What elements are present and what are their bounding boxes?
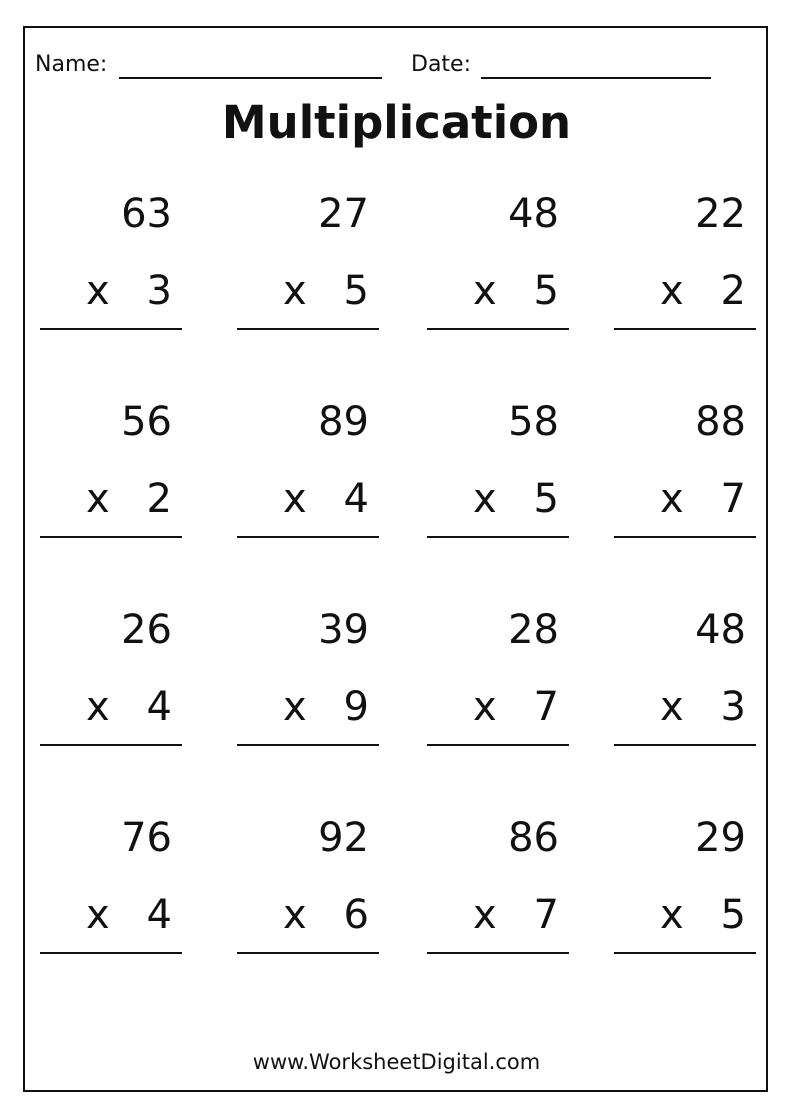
answer-line[interactable]	[614, 536, 756, 538]
multiplier: 5	[720, 892, 746, 938]
multiplicand: 48	[695, 607, 746, 653]
multiply-sign: x	[283, 684, 307, 730]
multiply-sign: x	[283, 268, 307, 314]
multiplicand: 27	[318, 191, 369, 237]
multiplier: 4	[146, 684, 172, 730]
multiplicand: 58	[508, 399, 559, 445]
multiply-sign: x	[660, 476, 684, 522]
answer-line[interactable]	[427, 328, 569, 330]
date-label: Date:	[411, 52, 471, 77]
answer-line[interactable]	[427, 744, 569, 746]
answer-line[interactable]	[614, 744, 756, 746]
problem-13	[40, 815, 182, 988]
multiplier: 5	[533, 476, 559, 522]
problem-10	[237, 607, 379, 780]
multiply-sign: x	[86, 892, 110, 938]
date-field[interactable]	[481, 77, 711, 79]
answer-line[interactable]	[237, 952, 379, 954]
problem-8	[614, 399, 756, 572]
multiply-sign: x	[660, 268, 684, 314]
multiplicand: 39	[318, 607, 369, 653]
multiplier: 9	[343, 684, 369, 730]
multiplier: 4	[343, 476, 369, 522]
multiplicand: 76	[121, 815, 172, 861]
problem-9	[40, 607, 182, 780]
answer-line[interactable]	[237, 744, 379, 746]
multiplier: 2	[720, 268, 746, 314]
page-title: Multiplication	[221, 96, 572, 149]
multiplicand: 26	[121, 607, 172, 653]
name-field[interactable]	[119, 77, 382, 79]
multiplier: 5	[343, 268, 369, 314]
problem-5	[40, 399, 182, 572]
multiply-sign: x	[86, 476, 110, 522]
answer-line[interactable]	[40, 744, 182, 746]
multiplier: 5	[533, 268, 559, 314]
answer-line[interactable]	[427, 536, 569, 538]
problem-2	[237, 191, 379, 364]
multiplicand: 89	[318, 399, 369, 445]
multiplier: 7	[720, 476, 746, 522]
multiplicand: 29	[695, 815, 746, 861]
multiplier: 7	[533, 892, 559, 938]
multiply-sign: x	[86, 684, 110, 730]
answer-line[interactable]	[427, 952, 569, 954]
multiply-sign: x	[473, 892, 497, 938]
multiplier: 3	[146, 268, 172, 314]
problem-16	[614, 815, 756, 988]
multiply-sign: x	[660, 892, 684, 938]
footer-url: www.WorksheetDigital.com	[252, 1050, 541, 1074]
multiplier: 3	[720, 684, 746, 730]
answer-line[interactable]	[237, 328, 379, 330]
name-label: Name:	[35, 52, 108, 77]
multiply-sign: x	[473, 268, 497, 314]
problem-7	[427, 399, 569, 572]
answer-line[interactable]	[614, 952, 756, 954]
multiply-sign: x	[283, 476, 307, 522]
multiplier: 4	[146, 892, 172, 938]
multiply-sign: x	[473, 684, 497, 730]
multiply-sign: x	[283, 892, 307, 938]
answer-line[interactable]	[40, 536, 182, 538]
problem-11	[427, 607, 569, 780]
multiply-sign: x	[86, 268, 110, 314]
problem-12	[614, 607, 756, 780]
multiplier: 6	[343, 892, 369, 938]
answer-line[interactable]	[237, 536, 379, 538]
multiply-sign: x	[473, 476, 497, 522]
problem-3	[427, 191, 569, 364]
multiplicand: 86	[508, 815, 559, 861]
answer-line[interactable]	[40, 952, 182, 954]
multiplier: 7	[533, 684, 559, 730]
multiplicand: 92	[318, 815, 369, 861]
answer-line[interactable]	[614, 328, 756, 330]
multiplicand: 22	[695, 191, 746, 237]
multiplicand: 63	[121, 191, 172, 237]
problem-14	[237, 815, 379, 988]
multiplicand: 28	[508, 607, 559, 653]
multiplicand: 48	[508, 191, 559, 237]
problem-15	[427, 815, 569, 988]
multiplicand: 88	[695, 399, 746, 445]
problem-1	[40, 191, 182, 364]
problem-4	[614, 191, 756, 364]
problem-6	[237, 399, 379, 572]
multiplier: 2	[146, 476, 172, 522]
multiply-sign: x	[660, 684, 684, 730]
answer-line[interactable]	[40, 328, 182, 330]
multiplicand: 56	[121, 399, 172, 445]
